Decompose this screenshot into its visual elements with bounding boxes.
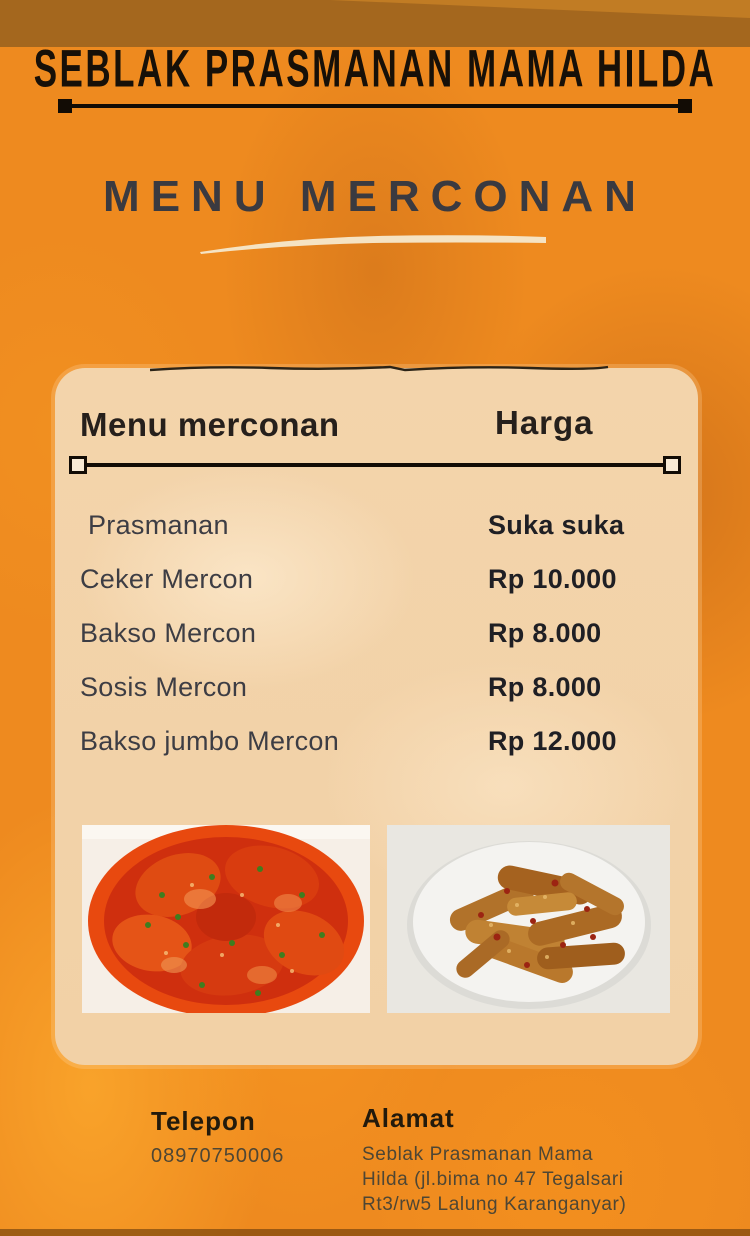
column-header-price: Harga [495, 404, 594, 441]
divider-end-square [678, 99, 692, 113]
item-name: Bakso jumbo Mercon [80, 725, 340, 756]
menu-item-row [55, 714, 698, 768]
item-price: Rp 8.000 [488, 617, 602, 648]
divider-line [87, 463, 663, 467]
menu-item-row [55, 498, 698, 552]
column-headers [55, 368, 698, 468]
item-name: Bakso Mercon [80, 617, 257, 648]
ceker-mercon-photo [387, 825, 670, 1013]
item-name: Ceker Mercon [80, 563, 254, 594]
divider-end-square [663, 456, 681, 474]
menu-subtitle: MENU MERCONAN [103, 172, 647, 221]
brush-stroke-underline [198, 230, 548, 256]
phone-label: Telepon [151, 1106, 256, 1136]
divider-end-square [69, 456, 87, 474]
page-title: SEBLAK PRASMANAN MAMA HILDA [33, 40, 717, 99]
divider-end-square [58, 99, 72, 113]
item-price: Rp 12.000 [488, 725, 617, 756]
title-divider [58, 99, 692, 113]
item-name: Sosis Mercon [80, 671, 248, 702]
divider-line [72, 104, 678, 108]
seblak-mercon-photo [82, 825, 370, 1013]
column-header-item: Menu merconan [80, 406, 340, 443]
item-name: Prasmanan [88, 509, 229, 540]
menu-item-row [55, 552, 698, 606]
food-photos [82, 825, 670, 1013]
menu-item-row [55, 660, 698, 714]
bottom-shade-decoration [0, 1229, 750, 1236]
address-label: Alamat [362, 1103, 455, 1133]
menu-item-list [55, 498, 698, 768]
item-price: Suka suka [488, 509, 625, 540]
address-line: Seblak Prasmanan Mama [362, 1144, 594, 1165]
address-block [362, 1103, 626, 1217]
phone-number: 08970750006 [151, 1145, 285, 1167]
item-price: Rp 10.000 [488, 563, 617, 594]
item-price: Rp 8.000 [488, 671, 602, 702]
card-divider [69, 456, 681, 474]
address-line: Hilda (jl.bima no 47 Tegalsari [362, 1169, 624, 1190]
phone-block [151, 1106, 284, 1168]
address-line: Rt3/rw5 Lalung Karanganyar) [362, 1194, 627, 1215]
menu-card [55, 368, 698, 1065]
menu-item-row [55, 606, 698, 660]
